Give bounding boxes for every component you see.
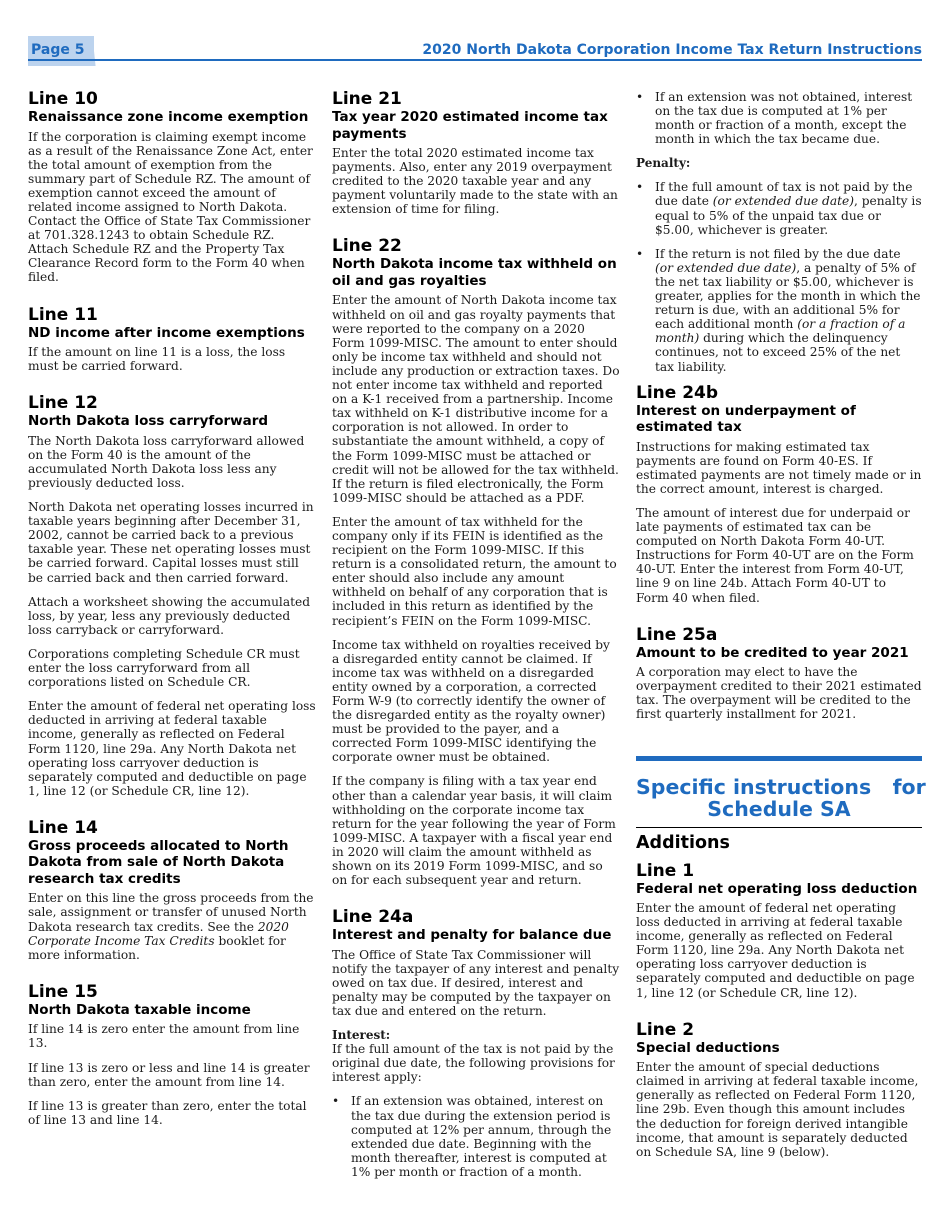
line-title: ND income after income exemptions (28, 324, 305, 341)
text-italic: (or extended due date) (712, 194, 854, 209)
paragraph: Enter the amount of North Dakota income tax withheld on oil and gas royalty payments that were reported to the company on a 2020 Form 1099-MISC. The amount to enter should only be income tax withheld and should not include any production or extraction taxes. Do not enter income tax withheld and reported on a K-1 received from a partnership. Income tax withheld on K-1 distributive income for a corporation is not allowed. In order to substantiate the amount withheld, a copy of the Form 1099-MISC must be attached or credit will not be allowed for the tax withheld. If the return is filed electronically, the Form 1099-MISC should be attached as a PDF. (332, 293, 620, 505)
line-title: Interest on underpayment of estimated tax (636, 402, 856, 436)
heading-rule (636, 827, 922, 828)
column-right (636, 90, 926, 1169)
paragraph: Corporations completing Schedule CR must enter the loss carryforward from all corporations listed on Schedule CR. (28, 646, 300, 690)
line-number: Line 24a (332, 907, 414, 928)
section-line-10 (28, 90, 316, 285)
paragraph: The amount of interest due for underpaid or late payments of estimated tax can be computed on North Dakota Form 40-UT. Instructions for Form 40-UT are on the Form 40-UT. Enter the interest from Form 40-UT, line 9 on line 24b. Attach Form 40-UT to Form 40 when filed. (636, 505, 914, 605)
penalty-label: Penalty: (636, 156, 691, 171)
paragraph: Attach a worksheet showing the accumulated loss, by year, less any previously deducted loss carryback or carryforward. (28, 594, 310, 637)
line-title: Gross proceeds allocated to North Dakota from sale of North Dakota research tax credits (28, 837, 289, 887)
paragraph: Enter the total 2020 estimated income tax payments. Also, enter any 2019 overpayment credited to the 2020 taxable year and any payment voluntarily made to the state with an extension of time for filing. (332, 146, 618, 217)
line-number: Line 25a (636, 624, 718, 645)
text-run: during which the delinquency continues, not to exceed 25% of the net tax liability. (655, 331, 901, 374)
document-title: 2020 North Dakota Corporation Income Tax Return Instructions (422, 42, 922, 58)
paragraph (28, 891, 316, 961)
list-item (636, 180, 922, 236)
paragraph: Instructions for making estimated tax payments are found on Form 40-ES. If estimated payments are not timely made or in the correct amount, interest is charged. (636, 439, 922, 496)
line-title: Renaissance zone income exemption (28, 109, 309, 125)
list-item (636, 247, 922, 374)
line-title: North Dakota income tax withheld on oil and gas royalties (332, 256, 617, 289)
line-title: Amount to be credited to year 2021 (636, 644, 909, 661)
paragraph: Enter the amount of federal net operating loss deducted in arriving at federal taxable income, generally as reflected on Federal Form 1120, line 29a. Any North Dakota net operating loss carryover deduction is separately computed and deductible on page 1, line 12 (or Schedule CR, line 12). (636, 901, 915, 1000)
paragraph: The Office of State Tax Commissioner will notify the taxpayer of any interest and penalty owed on tax due. If desired, interest and penalty may be computed by the taxpayer on tax due and entered on the return. (332, 947, 620, 1019)
penalty-list (636, 180, 922, 373)
text-run: Enter on this line the gross proceeds from the sale, assignment or transfer of unused North Dakota research tax credits. See the (28, 891, 314, 934)
section-line-21 (332, 90, 620, 216)
text-run: booklet for more information. (28, 933, 286, 962)
section-line-25a (636, 626, 922, 722)
line-number: Line 14 (28, 817, 98, 838)
line-number: Line 2 (636, 1019, 695, 1040)
section-line-12 (28, 394, 316, 798)
paragraph: If the full amount of the tax is not paid by the original due date, the following provisions for interest apply: (332, 1042, 615, 1085)
additions-heading: Additions (636, 832, 730, 853)
schedule-sa-heading (636, 774, 926, 821)
line-number: Line 24b (636, 382, 719, 403)
section-line-24b (636, 384, 922, 605)
line-number: Line 11 (28, 304, 98, 325)
paragraph: If the company is filing with a tax year end other than a calendar year basis, it will claim withholding on the corporate income tax return for the year following the year of Form 1099-MISC. A taxpayer with a fiscal year end in 2020 will claim the amount withheld as shown on its 2019 Form 1099-MISC, and so on for each subsequent year and return. (332, 774, 616, 888)
heading-line: Specific instructions for (636, 774, 926, 799)
page-number: Page 5 (31, 42, 85, 58)
paragraph: If the amount on line 11 is a loss, the loss must be carried forward. (28, 345, 286, 374)
paragraph: If the corporation is claiming exempt income as a result of the Renaissance Zone Act, enter the total amount of exemption from the summary part of Schedule RZ. The amount of exemption cannot exceed the amount of related income assigned to North Dakota. Contact the Office of State Tax Commissioner at 701.328.1243 to obtain Schedule RZ. Attach Schedule RZ and the Property Tax Clearance Record form to the Form 40 when filed. (28, 129, 313, 285)
text-italic: (or a fraction of a month) (655, 317, 906, 346)
paragraph: Enter the amount of special deductions claimed in arriving at federal taxable income, generally as reflected on Federal Form 1120, line 29b. Even though this amount includes the deduction for foreign derived intangible income, that amount is separately deducted on Schedule SA, line 9 (below). (636, 1060, 919, 1159)
line-title: North Dakota taxable income (28, 1001, 251, 1018)
paragraph: If line 14 is zero enter the amount from line 13. (28, 1022, 300, 1051)
line-number: Line 10 (28, 89, 98, 109)
paragraph: The North Dakota loss carryforward allowed on the Form 40 is the amount of the accumulated North Dakota loss less any previously deducted loss. (28, 433, 305, 490)
section-line-14 (28, 819, 316, 962)
paragraph: A corporation may elect to have the overpayment credited to their 2021 estimated tax. The overpayment will be credited to the first quarterly installment for 2021. (636, 665, 922, 722)
line-title: Interest and penalty for balance due (332, 927, 612, 944)
line-number: Line 1 (636, 860, 695, 881)
text-italic: (or extended due date) (655, 260, 797, 275)
text-run: , a penalty of 5% of the net tax liability or $5.00, whichever is greater, applies for the month in which the return is due, with an additional 5% for each additional month (655, 260, 921, 332)
column-left (28, 90, 316, 1137)
section-line-24a (332, 908, 620, 1179)
text-run: , penalty is equal to 5% of the unpaid tax due or $5.00, whichever is greater. (655, 194, 922, 237)
section-rule (636, 756, 922, 761)
column-middle (332, 90, 620, 1189)
paragraph: Enter the amount of tax withheld for the company only if its FEIN is identified as the recipient on the Form 1099-MISC. If this return is a consolidated return, the amount to enter should also include any amount withheld on behalf of any corporation that is included in this return as identified by the recipient’s FEIN on the Form 1099-MISC. (332, 514, 617, 628)
page-header (28, 34, 922, 66)
line-number: Line 22 (332, 236, 402, 257)
header-rule (28, 59, 922, 61)
section-line-22 (332, 237, 620, 887)
heading-line: Schedule SA (707, 796, 851, 821)
line-title: Federal net operating loss deduction (636, 880, 918, 897)
interest-label: Interest: (332, 1028, 391, 1043)
text-run: If the return is not filed by the due date (655, 246, 901, 261)
line-title: North Dakota loss carryforward (28, 413, 269, 430)
line-number: Line 12 (28, 393, 98, 414)
paragraph: Income tax withheld on royalties received by a disregarded entity cannot be claimed. If income tax was withheld on a disregarded entity owned by a corporation, a corrected Form W-9 (to correctly identify the owner of the disregarded entity as the royalty owner) must be provided to the payer, and a corrected Form 1099-MISC identifying the corporate owner must be obtained. (332, 637, 610, 765)
section-line-15 (28, 983, 316, 1127)
paragraph: North Dakota net operating losses incurred in taxable years beginning after December 31, 2002, cannot be carried back to a previous taxable year. These net operating losses must be carried forward. Capital losses must still be carried back and then carried forward. (28, 500, 314, 585)
line-number: Line 15 (28, 981, 98, 1002)
interest-list-continued (636, 90, 922, 146)
interest-list (332, 1094, 620, 1179)
section-sa-line-1 (636, 862, 922, 1000)
section-sa-line-2 (636, 1021, 922, 1159)
list-item: • If an extension was not obtained, interest on the tax due is computed at 1% per month or fraction of a month, except the month in which the tax became due. (636, 90, 922, 146)
line-number: Line 21 (332, 89, 402, 109)
text-run: If the full amount of tax is not paid by the due date (655, 180, 913, 209)
line-title: Special deductions (636, 1039, 780, 1056)
paragraph: Enter the amount of federal net operating loss deducted in arriving at federal taxable income, generally as reflected on Federal Form 1120, line 29a. Any North Dakota net operating loss carryover deduction is separately computed and deductible on page 1, line 12 (or Schedule CR, line 12). (28, 699, 316, 798)
list-item: • If an extension was obtained, interest on the tax due during the extension period is computed at 12% per annum, through the extended due date. Beginning with the month thereafter, interest is computed at 1% per month or fraction of a month. (332, 1094, 620, 1179)
paragraph: If line 13 is greater than zero, enter the total of line 13 and line 14. (28, 1098, 307, 1127)
section-line-11 (28, 306, 316, 374)
booklet-title: 2020 Corporate Income Tax Credits (28, 919, 289, 948)
paragraph: If line 13 is zero or less and line 14 is greater than zero, enter the amount from line 14. (28, 1060, 310, 1089)
line-title: Tax year 2020 estimated income tax payments (332, 109, 608, 142)
